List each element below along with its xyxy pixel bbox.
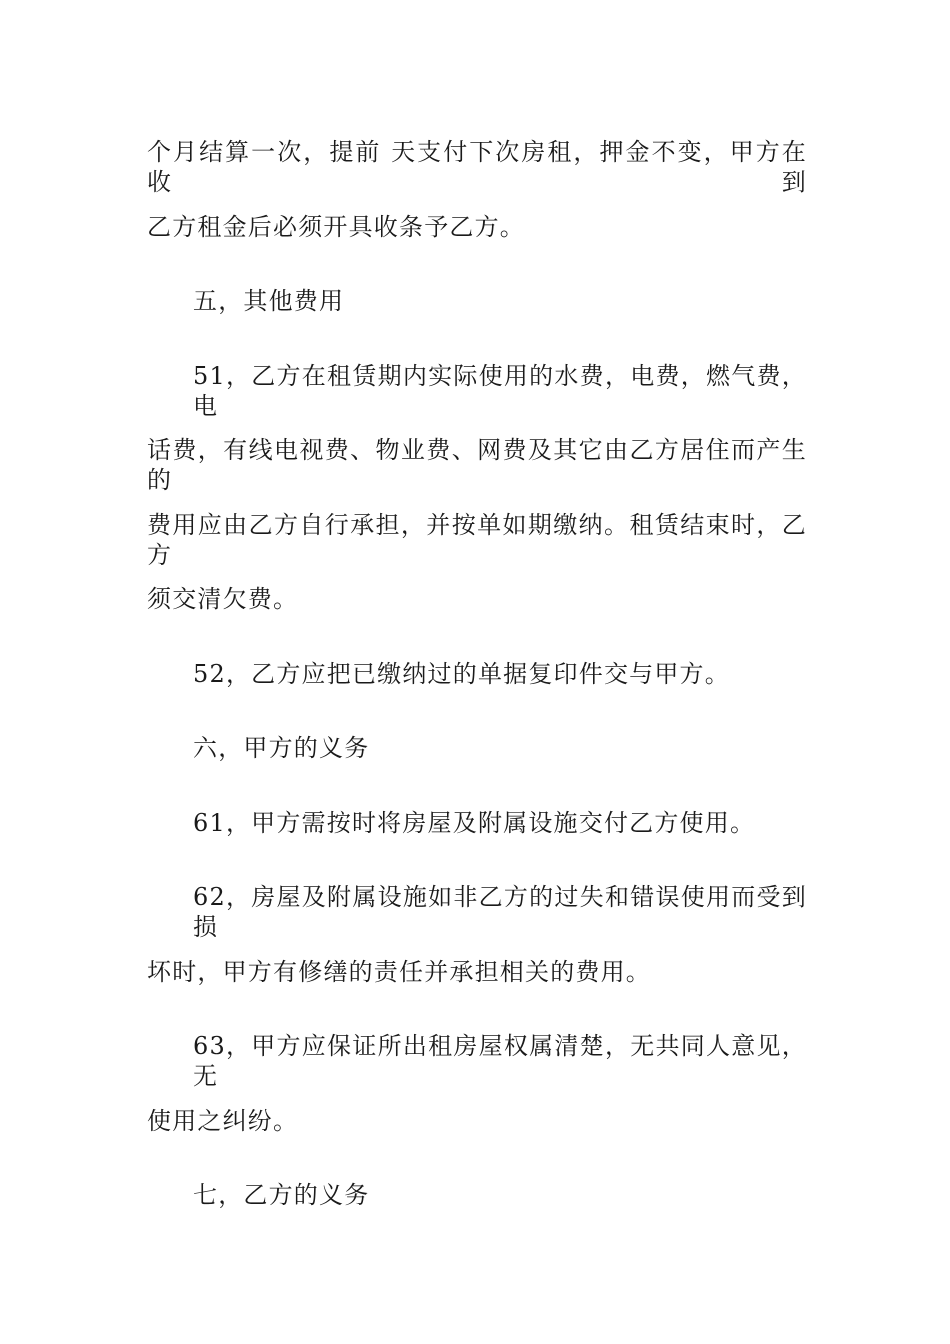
clause-62-line-2: 坏时，甲方有修缮的责任并承担相关的费用。 [147,958,651,986]
section-heading-party-b-obligations: 七，乙方的义务 [193,1181,370,1209]
clause-63-line-2: 使用之纠纷。 [147,1107,299,1135]
text-line-receipt: 乙方租金后必须开具收条予乙方。 [147,213,525,241]
text-line-rent-settlement: 个月结算一次，提前 天支付下次房租，押金不变，甲方在收到 [147,138,807,196]
clause-52: 52，乙方应把已缴纳过的单据复印件交与甲方。 [193,660,730,688]
clause-51-line-1: 51，乙方在租赁期内实际使用的水费，电费，燃气费，电 [193,362,807,420]
clause-63-line-1: 63，甲方应保证所出租房屋权属清楚，无共同人意见，无 [193,1032,807,1090]
clause-62-line-1: 62，房屋及附属设施如非乙方的过失和错误使用而受到损 [193,883,807,941]
clause-61: 61，甲方需按时将房屋及附属设施交付乙方使用。 [193,809,756,837]
clause-51-line-4: 须交清欠费。 [147,585,299,613]
clause-51-line-2: 话费，有线电视费、物业费、网费及其它由乙方居住而产生的 [147,436,807,494]
section-heading-party-a-obligations: 六，甲方的义务 [193,734,370,762]
section-heading-other-fees: 五，其他费用 [193,287,345,315]
clause-51-line-3: 费用应由乙方自行承担，并按单如期缴纳。租赁结束时，乙方 [147,511,807,569]
